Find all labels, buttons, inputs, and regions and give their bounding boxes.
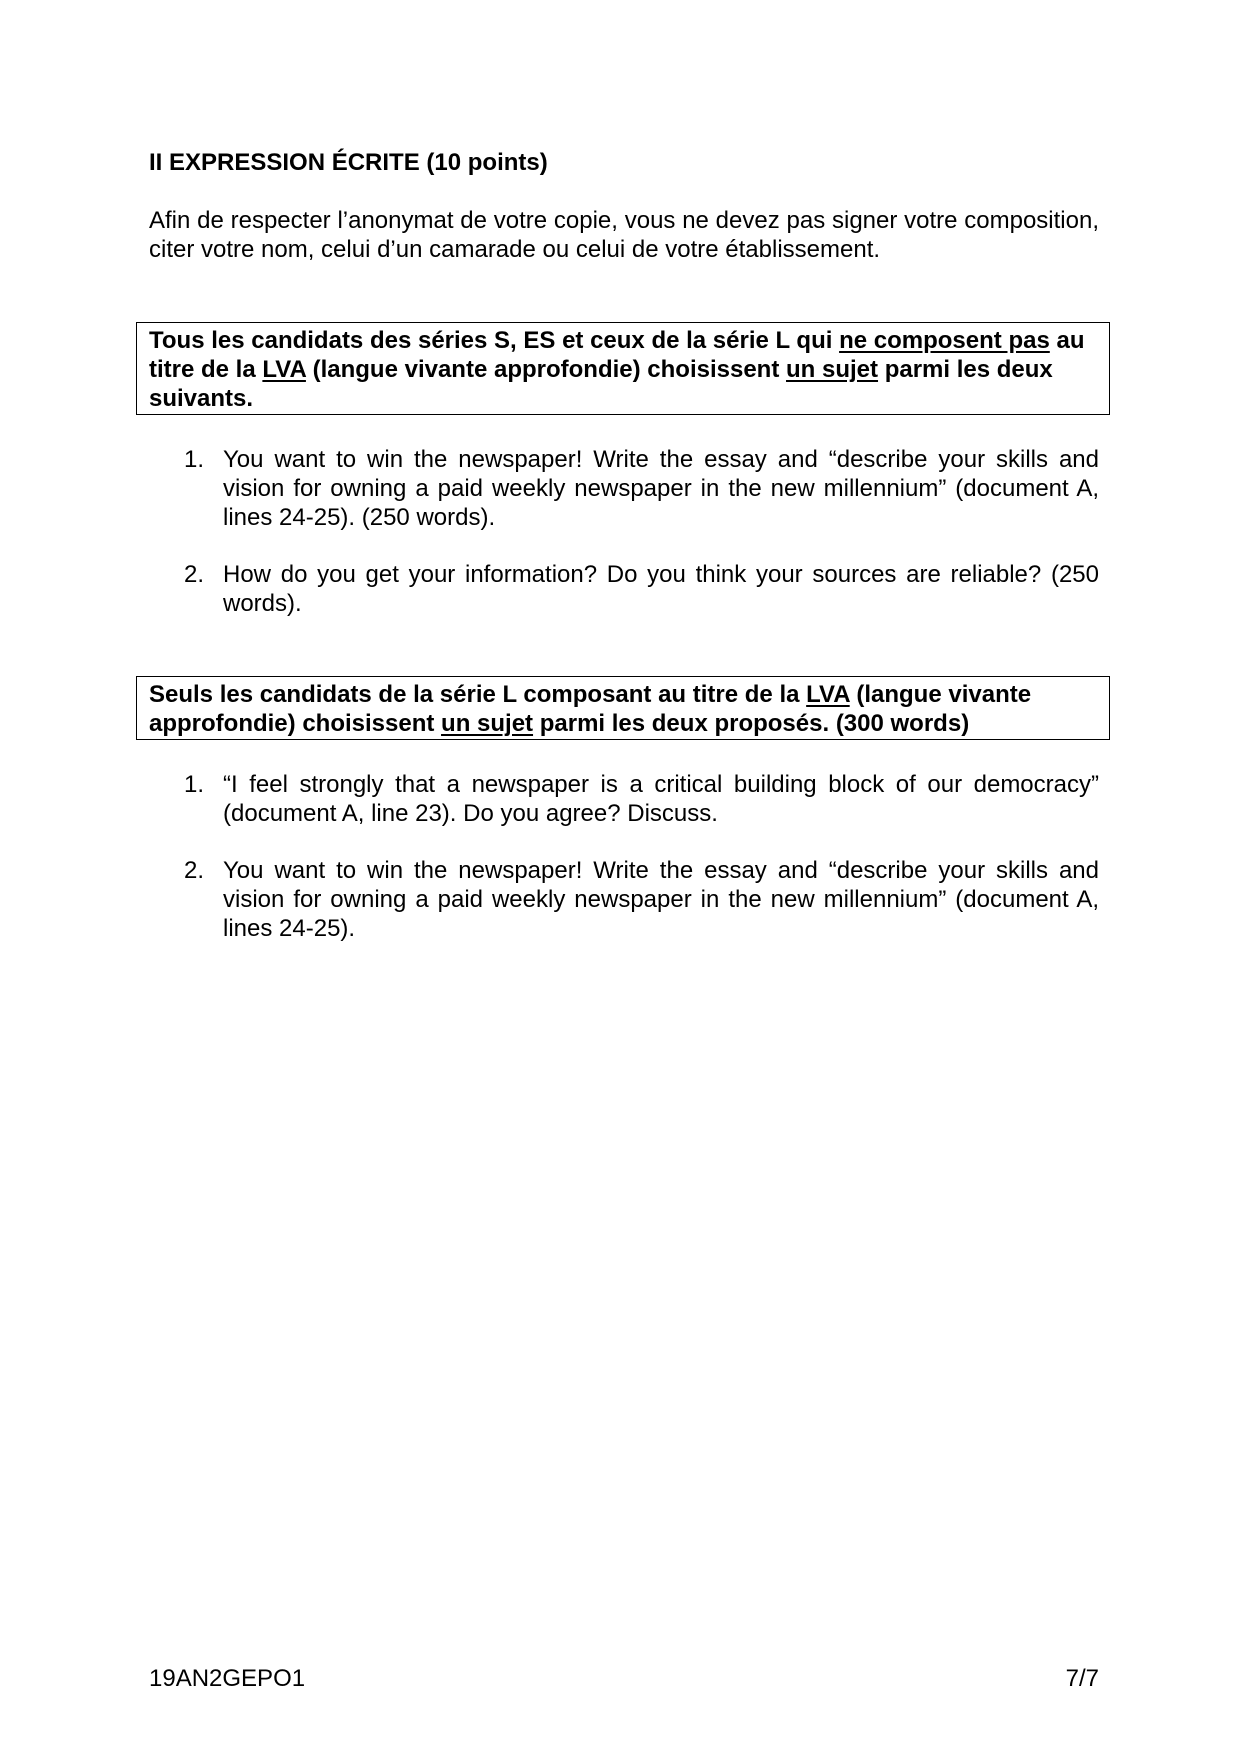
anonymity-instructions: Afin de respecter l’anonymat de votre copie, vous ne devez pas signer votre composition, citer votre nom, celui d’un camarade ou celui de votre établissement.: [149, 207, 1099, 263]
box1-underline-ne-composent-pas: ne composent pas: [839, 327, 1050, 354]
item-number: 1.: [184, 446, 205, 473]
box1-underline-lva: LVA: [262, 356, 306, 383]
box2-text-2: (langue vivante approfondie) choisissent: [149, 681, 1032, 737]
box1-text-3: (langue vivante approfondie) choisissent: [305, 356, 787, 383]
section-heading: II EXPRESSION ÉCRITE (10 points): [149, 149, 548, 176]
page-number: 7/7: [1065, 1665, 1099, 1692]
exam-code: 19AN2GEPO1: [149, 1665, 306, 1692]
item-number: 2.: [184, 857, 205, 884]
box2-underline-un-sujet: un sujet: [441, 710, 534, 737]
instruction-box-lva: [136, 676, 1110, 740]
box2-underline-lva: LVA: [806, 681, 850, 708]
box2-text-3: parmi les deux proposés. (300 words): [533, 710, 970, 737]
item-text: “I feel strongly that a newspaper is a critical building block of our democracy” (document A, line 23). Do you agree? Discuss.: [223, 771, 1099, 827]
topic-list-general: [184, 445, 1099, 646]
box1-text-2: au titre de la: [149, 327, 1085, 383]
topic-list-lva: [184, 770, 1099, 971]
item-text: You want to win the newspaper! Write the essay and “describe your skills and vision for owning a paid weekly newspaper in the new millennium” (document A, lines 24-25). (250 words).: [223, 446, 1099, 531]
item-text: You want to win the newspaper! Write the essay and “describe your skills and vision for owning a paid weekly newspaper in the new millennium” (document A, lines 24-25).: [223, 857, 1099, 942]
box2-text-1: Seuls les candidats de la série L composant au titre de la: [149, 681, 807, 708]
list-item: [184, 560, 1099, 618]
list-item: [184, 445, 1099, 532]
list-item: [184, 856, 1099, 943]
item-text: How do you get your information? Do you think your sources are reliable? (250 words).: [223, 561, 1099, 617]
item-number: 2.: [184, 561, 205, 588]
box1-text-4: parmi les deux suivants.: [149, 356, 1053, 412]
box1-underline-un-sujet: un sujet: [786, 356, 879, 383]
list-item: [184, 770, 1099, 828]
item-number: 1.: [184, 771, 205, 798]
instruction-box-general: [136, 322, 1110, 415]
box1-text-1: Tous les candidats des séries S, ES et ceux de la série L qui: [149, 327, 840, 354]
